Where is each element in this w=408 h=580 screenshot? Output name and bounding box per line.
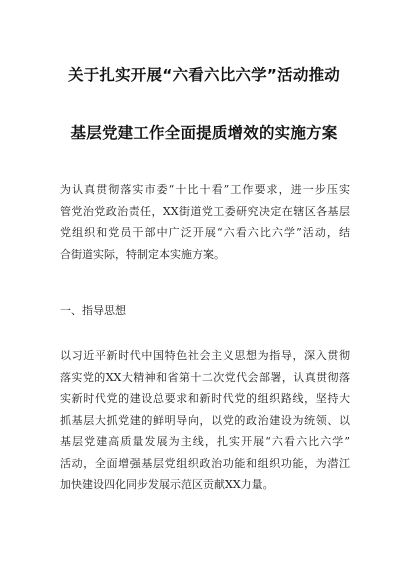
document-title-line-1: 关于扎实开展“六看六比六学”活动推动 [68,66,340,84]
intro-line: 管党治党政治责任，XX街道党工委研究决定在辖区各基层 [60,204,350,218]
intro-line: 为认真贯彻落实市委“十比十看”工作要求，进一步压实 [60,183,350,196]
guiding-ideology-paragraph [60,345,350,496]
intro-line: 党组织和党员干部中广泛开展“六看六比六学”活动，结 [60,226,350,239]
body-line: 抓基层大抓党建的鲜明导向，以党的政治建设为统领、以 [60,413,350,427]
section-heading: 一、指导思想 [60,304,126,317]
intro-line: 合街道实际，特制定本实施方案。 [60,247,225,261]
body-line: 基层党建高质量发展为主线，扎实开展“六看六比六学” [60,435,350,448]
document-title-line-2: 基层党建工作全面提质增效的实施方案 [70,124,338,142]
body-line: 以习近平新时代中国特色社会主义思想为指导，深入贯彻 [60,349,350,362]
body-line: 活动，全面增强基层党组织政治功能和组织功能，为潜江 [60,456,350,470]
intro-paragraph [60,179,350,265]
body-line: 落实党的XX大精神和省第十二次党代会部署，认真贯彻落 [60,370,350,384]
body-line: 加快建设四化同步发展示范区贡献XX力量。 [60,478,274,491]
body-line: 实新时代党的建设总要求和新时代党的组织路线，坚持大 [60,392,350,405]
